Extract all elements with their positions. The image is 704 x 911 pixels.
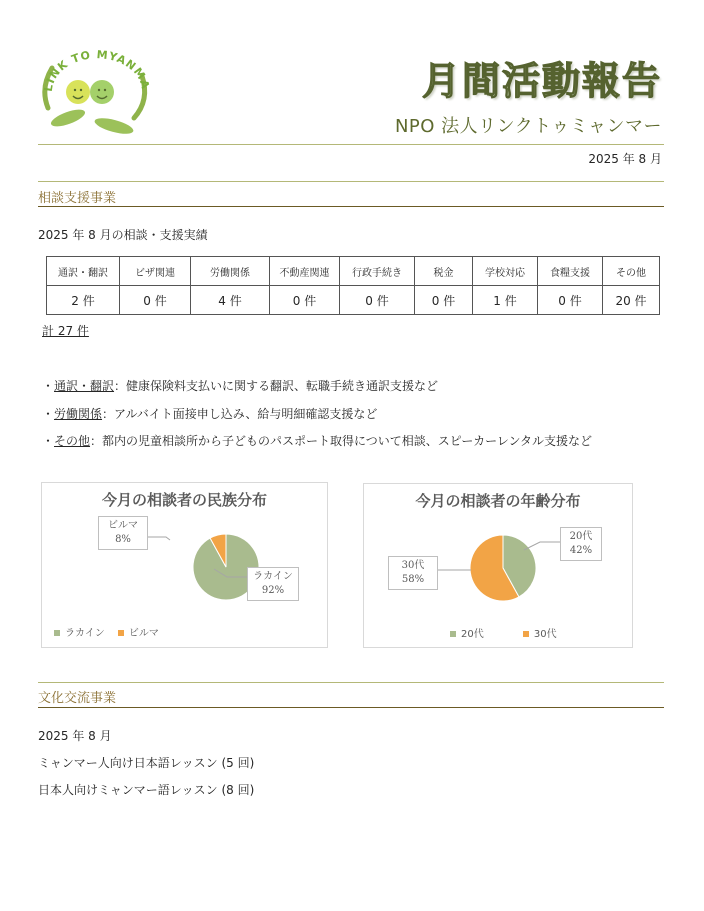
slice-label-category: ラカイン (253, 571, 293, 582)
report-date: 2025 年 8 月 (588, 152, 662, 166)
age-chart (363, 483, 633, 648)
chart-legend (450, 625, 557, 640)
bullet-item (42, 432, 592, 449)
bullet-text: ：都内の児童相談所から子どものパスポート取得について相談、スピーカーレンタル支援など (90, 434, 593, 448)
bullet-key: その他 (54, 434, 91, 448)
legend-swatch (118, 630, 124, 636)
table-cell: 4 件 (191, 286, 270, 315)
legend-label: 20代 (461, 629, 484, 640)
slice-label-category: 20代 (569, 531, 593, 542)
table-header-cell: 通訳・翻訳 (47, 257, 120, 286)
slice-label-burma (98, 516, 148, 550)
chart-legend (54, 624, 159, 639)
legend-swatch (523, 631, 529, 637)
section-divider (38, 707, 664, 708)
slice-label-category: 30代 (401, 560, 425, 571)
slice-label-value: 58% (401, 574, 425, 585)
list-item: ミャンマー人向け日本語レッスン (5 回) (38, 756, 255, 770)
legend-label: 30代 (533, 629, 557, 640)
total-count: 計 27 件 (42, 324, 89, 338)
bullet-item (42, 405, 377, 422)
table-header-cell: ビザ関連 (120, 257, 191, 286)
bullet-marker: ・ (42, 379, 55, 393)
slice-label-20s (560, 527, 602, 561)
table-cell: 0 件 (340, 286, 415, 315)
bullet-marker: ・ (42, 434, 55, 448)
table-cell: 20 件 (603, 286, 660, 315)
table-header-cell: 学校対応 (473, 257, 538, 286)
table-header-cell: 税金 (415, 257, 473, 286)
bullet-item (42, 377, 438, 394)
bullet-key: 通訳・翻訳 (54, 379, 115, 393)
ethnicity-pie (42, 483, 327, 647)
divider (38, 181, 664, 182)
legend-swatch (450, 631, 456, 637)
table-header-row (47, 257, 660, 286)
slice-label-value: 8% (115, 534, 131, 545)
divider (38, 682, 664, 683)
table-header-cell: 不動産関連 (270, 257, 340, 286)
table-cell: 0 件 (120, 286, 191, 315)
slice-label-value: 92% (261, 585, 285, 596)
bullet-marker: ・ (42, 407, 55, 421)
leader-line (147, 537, 170, 540)
organization-logo (38, 48, 154, 134)
legend-swatch (54, 630, 60, 636)
legend-label: ラカイン (65, 628, 105, 639)
bullet-key: 労働関係 (54, 407, 103, 421)
list-item: 日本人向けミャンマー語レッスン (8 回) (38, 783, 255, 797)
table-header-cell: 労働関係 (191, 257, 270, 286)
table-row (47, 286, 660, 315)
table-header-cell: 行政手続き (340, 257, 415, 286)
page-title: 月間活動報告 (421, 59, 662, 103)
table-cell: 0 件 (270, 286, 340, 315)
slice-label-rakhine (247, 567, 299, 601)
legend-label: ビルマ (128, 628, 159, 639)
table-header-cell: 食糧支援 (538, 257, 603, 286)
chart-title: 今月の相談者の年齢分布 (415, 492, 581, 510)
section-title-culture: 文化交流事業 (38, 691, 117, 706)
organization-name: NPO 法人リンクトゥミャンマー (394, 116, 662, 137)
section-title-consult: 相談支援事業 (38, 191, 117, 206)
bullet-text: ：健康保険料支払いに関する翻訳、転職手続き通訳支援など (114, 379, 439, 393)
table-cell: 0 件 (538, 286, 603, 315)
chart-title: 今月の相談者の民族分布 (101, 491, 267, 509)
slice-label-category: ビルマ (108, 520, 138, 531)
consult-subtitle: 2025 年 8 月の相談・支援実績 (38, 228, 208, 242)
table-cell: 2 件 (47, 286, 120, 315)
consult-table (46, 256, 660, 315)
table-cell: 1 件 (473, 286, 538, 315)
table-cell: 0 件 (415, 286, 473, 315)
logo-text: LINK TO MYANMA (41, 48, 153, 93)
table-header-cell: その他 (603, 257, 660, 286)
section-divider (38, 206, 664, 207)
bullet-text: ：アルバイト面接申し込み、給与明細確認支援など (102, 407, 378, 421)
divider (38, 144, 664, 145)
slice-label-30s (388, 556, 438, 590)
slice-label-value: 42% (569, 545, 593, 556)
ethnicity-chart (41, 482, 328, 648)
culture-date: 2025 年 8 月 (38, 729, 112, 743)
